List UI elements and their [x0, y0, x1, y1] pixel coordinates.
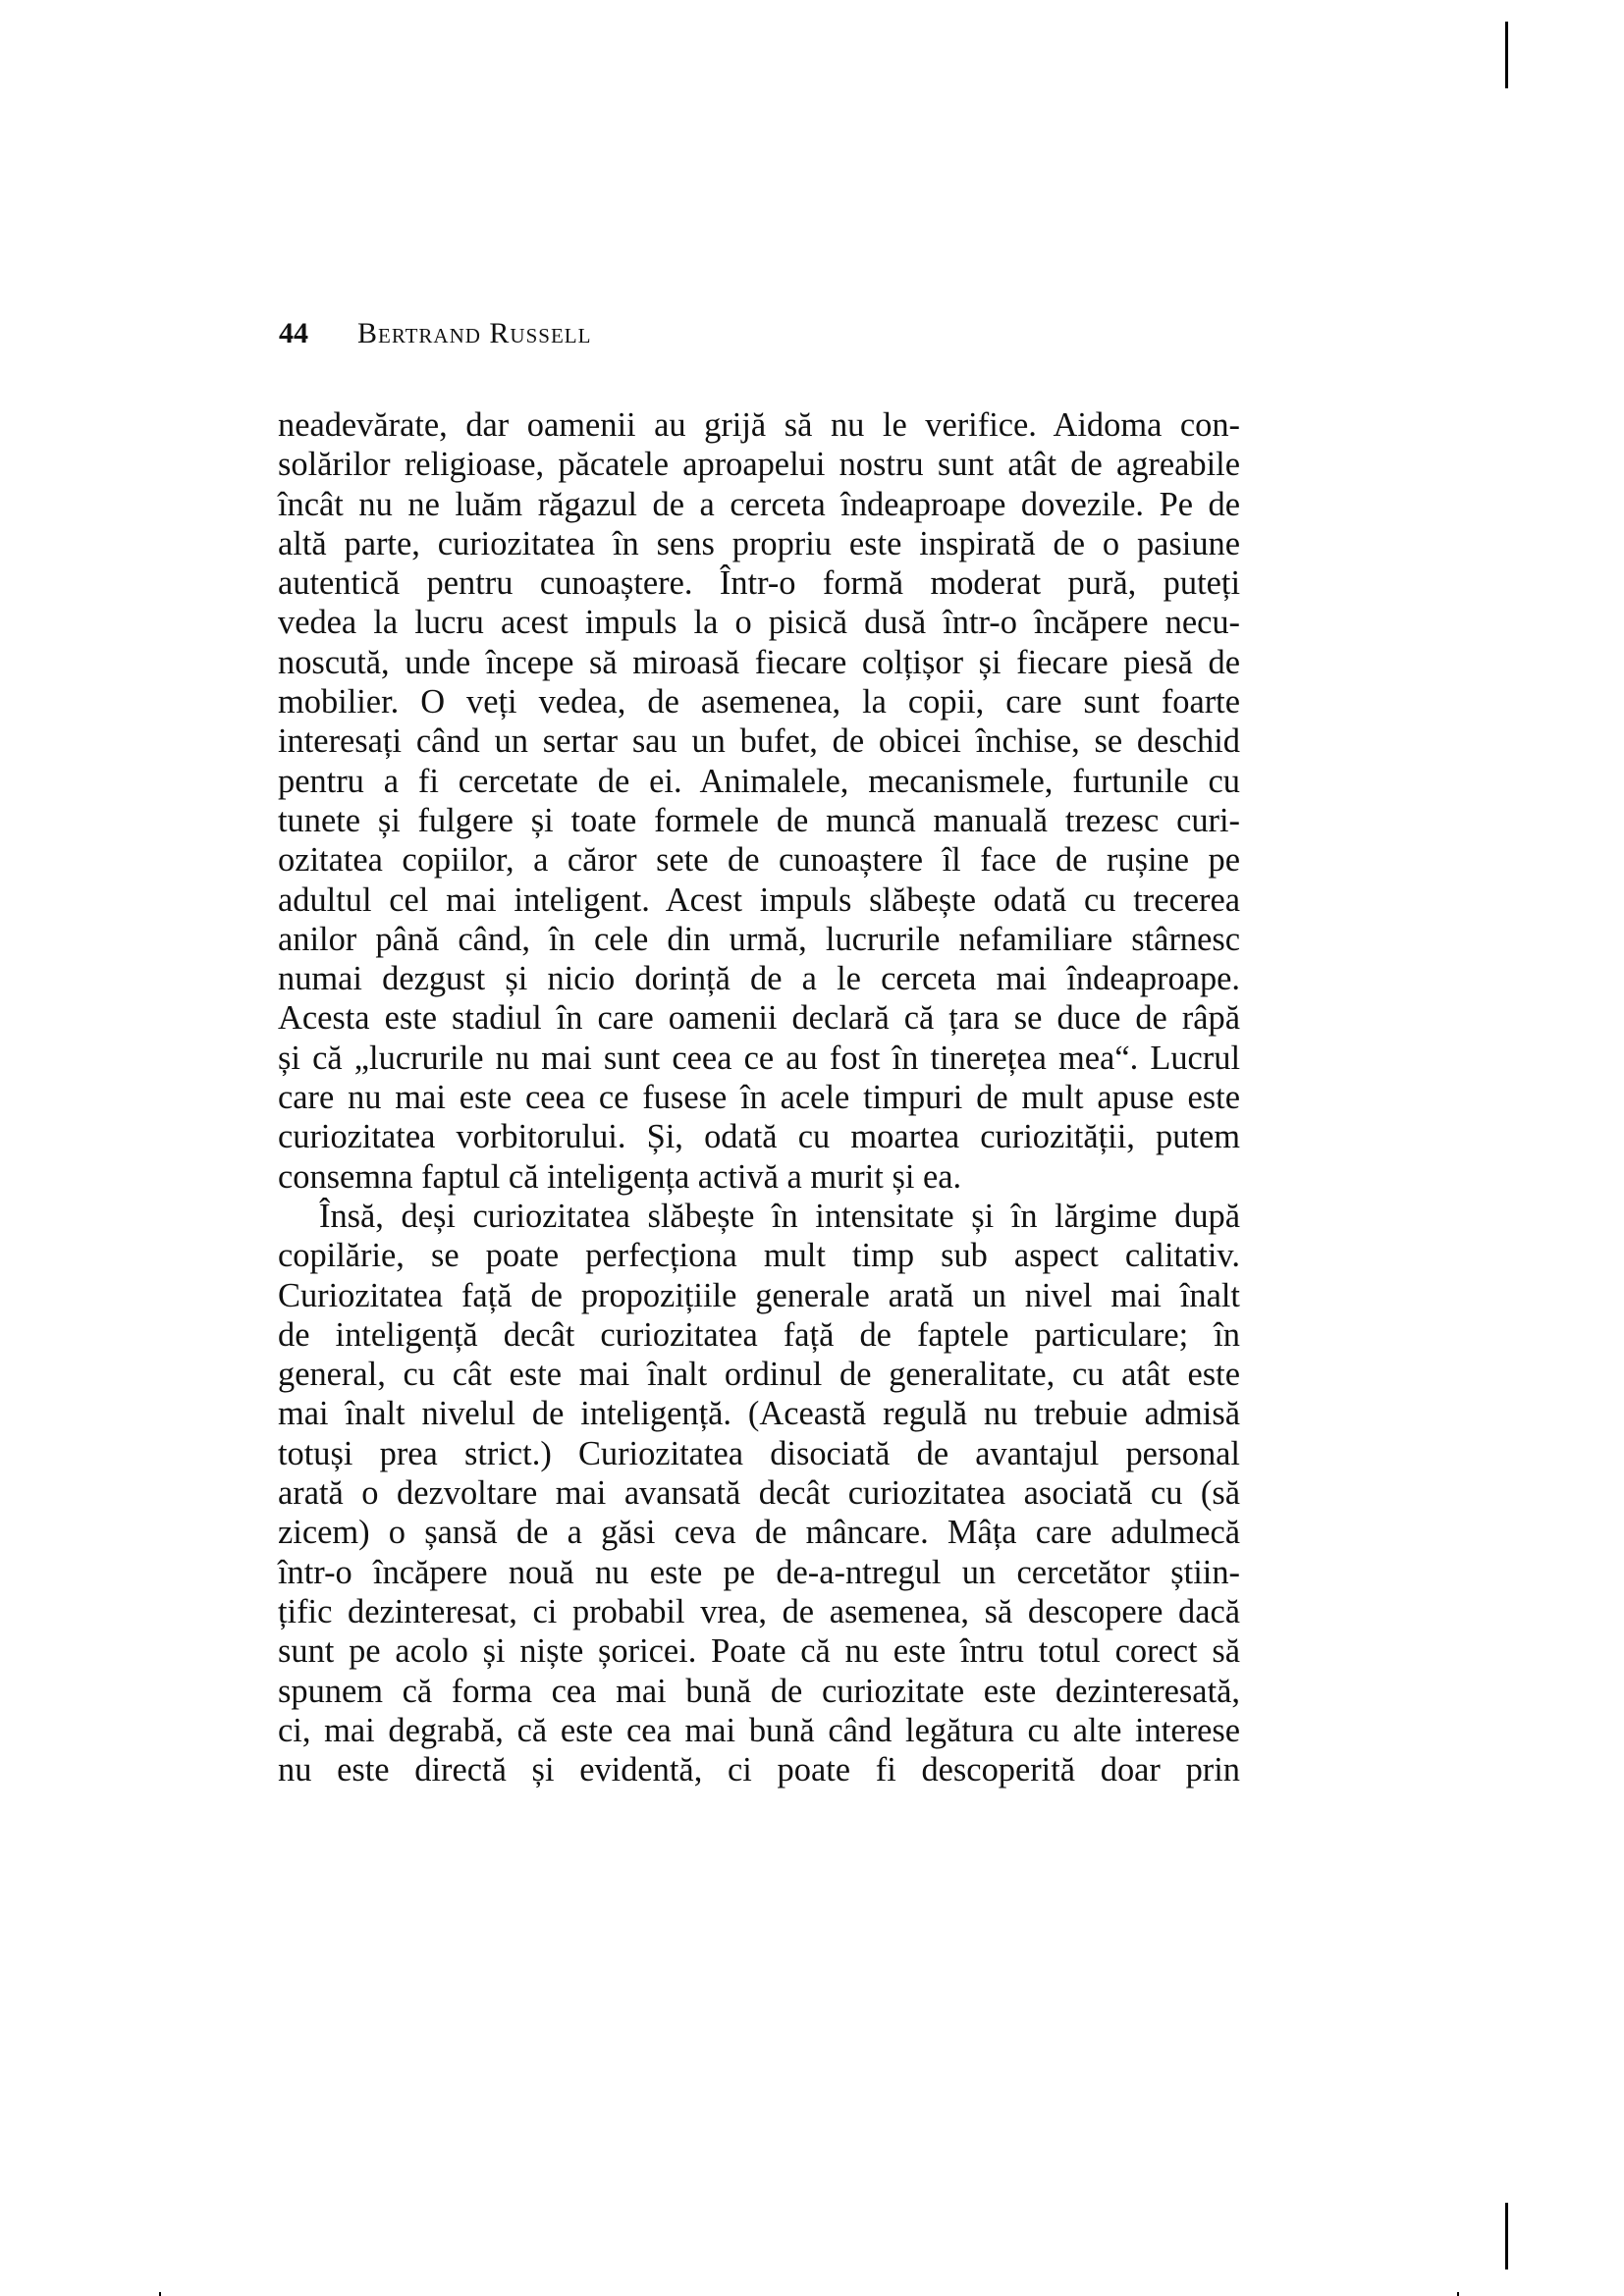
paragraph-2 [278, 1197, 1240, 1789]
text-line: numai dezgust și nicio dorință de a le cerceta mai îndeaproape. [278, 960, 1240, 998]
running-head [279, 316, 591, 351]
text-line: totuși prea strict.) Curiozitatea disociată de avantajul personal [278, 1434, 1240, 1472]
text-line: anilor până când, în cele din urmă, lucrurile nefamiliare stârnesc [278, 920, 1240, 958]
running-head-author: Bertrand Russell [357, 317, 592, 349]
text-line: copilărie, se poate perfecționa mult timp sub aspect calitativ. [278, 1237, 1240, 1275]
text-line: într-o încăpere nouă nu este pe de-a-ntregul un cercetător știin- [278, 1553, 1240, 1591]
text-line: autentică pentru cunoaștere. Într-o formă moderat pură, puteți [278, 564, 1240, 603]
text-line: consemna faptul că inteligența activă a murit și ea. [278, 1157, 962, 1196]
text-line: încât nu ne luăm răgazul de a cerceta îndeaproape dovezile. Pe de [278, 485, 1240, 523]
text-line: care nu mai este ceea ce fusese în acele timpuri de mult apuse este [278, 1079, 1240, 1117]
text-line: curiozitatea vorbitorului. Și, odată cu moartea curiozității, putem [278, 1118, 1240, 1156]
text-line: Însă, deși curiozitatea slăbește în intensitate și în lărgime după [319, 1197, 1240, 1235]
crop-mark-bottom-right [1505, 2203, 1508, 2269]
text-line: vedea la lucru acest impuls la o pisică dusă într-o încăpere necu- [278, 604, 1240, 642]
text-line: sunt pe acolo și niște șoricei. Poate că nu este întru totul corect să [278, 1632, 1240, 1671]
text-line: nu este directă și evidentă, ci poate fi descoperită doar prin [278, 1751, 1240, 1789]
text-line: adultul cel mai inteligent. Acest impuls slăbește odată cu trecerea [278, 881, 1240, 919]
text-line: arată o dezvoltare mai avansată decât curiozitatea asociată cu (să [278, 1474, 1240, 1513]
page-number: 44 [279, 317, 308, 349]
crop-mark-bottom-left-tick [159, 2292, 161, 2296]
text-line: general, cu cât este mai înalt ordinul de generalitate, cu atât este [278, 1356, 1240, 1394]
text-line: zicem) o șansă de a găsi ceva de mâncare. Mâța care adulmecă [278, 1514, 1240, 1552]
text-line: țific dezinteresat, ci probabil vrea, de asemenea, să descopere dacă [278, 1592, 1240, 1630]
text-line: mobilier. O veți vedea, de asemenea, la copii, care sunt foarte [278, 683, 1240, 721]
body-text [278, 405, 1240, 1789]
text-line: tunete și fulgere și toate formele de muncă manuală trezesc curi- [278, 801, 1240, 839]
text-line: ozitatea copiilor, a căror sete de cunoaștere îl face de rușine pe [278, 841, 1240, 880]
text-line: noscută, unde începe să miroasă fiecare colțișor și fiecare piesă de [278, 643, 1240, 681]
text-line: Curiozitatea față de propozițiile generale arată un nivel mai înalt [278, 1276, 1240, 1314]
text-line: solărilor religioase, păcatele aproapelui nostru sunt atât de agreabile [278, 446, 1240, 484]
text-line: de inteligență decât curiozitatea față de faptele particulare; în [278, 1315, 1240, 1354]
crop-mark-top-right [1505, 22, 1508, 88]
text-line: și că „lucrurile nu mai sunt ceea ce au fost în tinerețea mea“. Lucrul [278, 1039, 1240, 1077]
text-line: spunem că forma cea mai bună de curiozitate este dezinteresată, [278, 1672, 1240, 1710]
text-line: pentru a fi cercetate de ei. Animalele, mecanismele, furtunile cu [278, 762, 1240, 800]
crop-mark-bottom-right-tick [1457, 2292, 1459, 2296]
text-line: interesați când un sertar sau un bufet, de obicei închise, se deschid [278, 722, 1240, 761]
text-line: Acesta este stadiul în care oamenii declară că țara se duce de râpă [278, 999, 1240, 1038]
text-line: altă parte, curiozitatea în sens propriu este inspirată de o pasiune [278, 524, 1240, 562]
text-line: mai înalt nivelul de inteligență. (Această regulă nu trebuie admisă [278, 1395, 1240, 1433]
text-line: ci, mai degrabă, că este cea mai bună când legătura cu alte interese [278, 1711, 1240, 1749]
paragraph-1 [278, 405, 1240, 1197]
text-line: neadevărate, dar oamenii au grijă să nu le verifice. Aidoma con- [278, 406, 1240, 444]
